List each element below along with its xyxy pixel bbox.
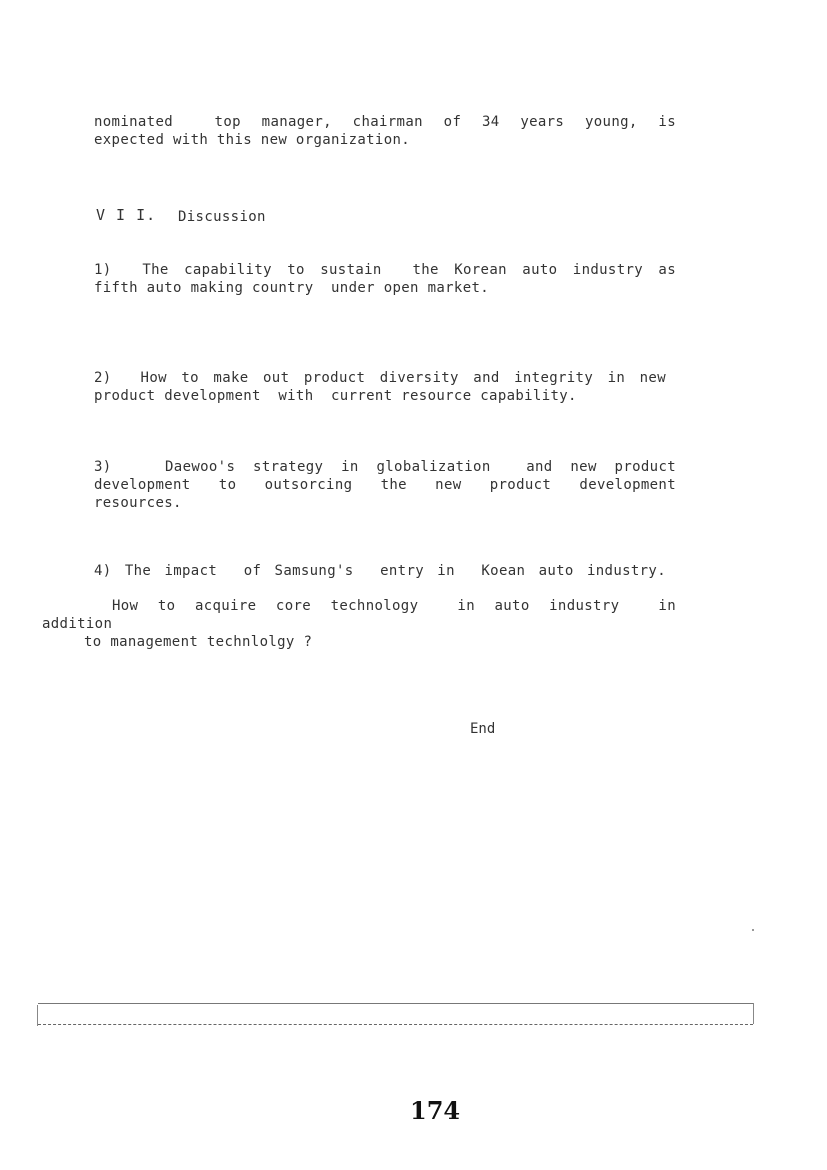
item-4-line-1: 4) The impact of Samsung's entry in Koean auto industry.: [94, 563, 666, 579]
item-1-line-1: 1) The capability to sustain the Korean auto industry as: [94, 262, 676, 278]
page-number: 174: [410, 1096, 461, 1125]
scan-speck: [752, 929, 754, 931]
end-label: End: [470, 721, 496, 737]
followup-line-1: How to acquire core technology in auto industry in: [112, 598, 676, 614]
item-3-line-2: development to outsorcing the new product development: [94, 477, 676, 493]
item-3-line-3: resources.: [94, 495, 182, 511]
intro-line-1: nominated top manager, chairman of 34 years young, is: [94, 114, 676, 130]
item-3-line-1: 3) Daewoo's strategy in globalization and new product: [94, 459, 676, 475]
footer-rule-bottom: [38, 1024, 753, 1026]
item-2-line-2: product development with current resource capability.: [94, 388, 577, 404]
followup-line-2: addition: [42, 616, 113, 632]
item-2-line-1: 2) How to make out product diversity and integrity in new: [94, 370, 666, 386]
intro-line-2: expected with this new organization.: [94, 132, 411, 148]
section-numeral: V I I.: [96, 206, 157, 224]
footer-bracket-left: [37, 1005, 41, 1026]
section-title: Discussion: [178, 209, 266, 225]
footer-bracket-right: [750, 1003, 754, 1024]
footer-rule-top: [38, 1003, 753, 1005]
followup-line-3: to management technlolgy ?: [84, 634, 313, 650]
item-1-line-2: fifth auto making country under open market.: [94, 280, 490, 296]
